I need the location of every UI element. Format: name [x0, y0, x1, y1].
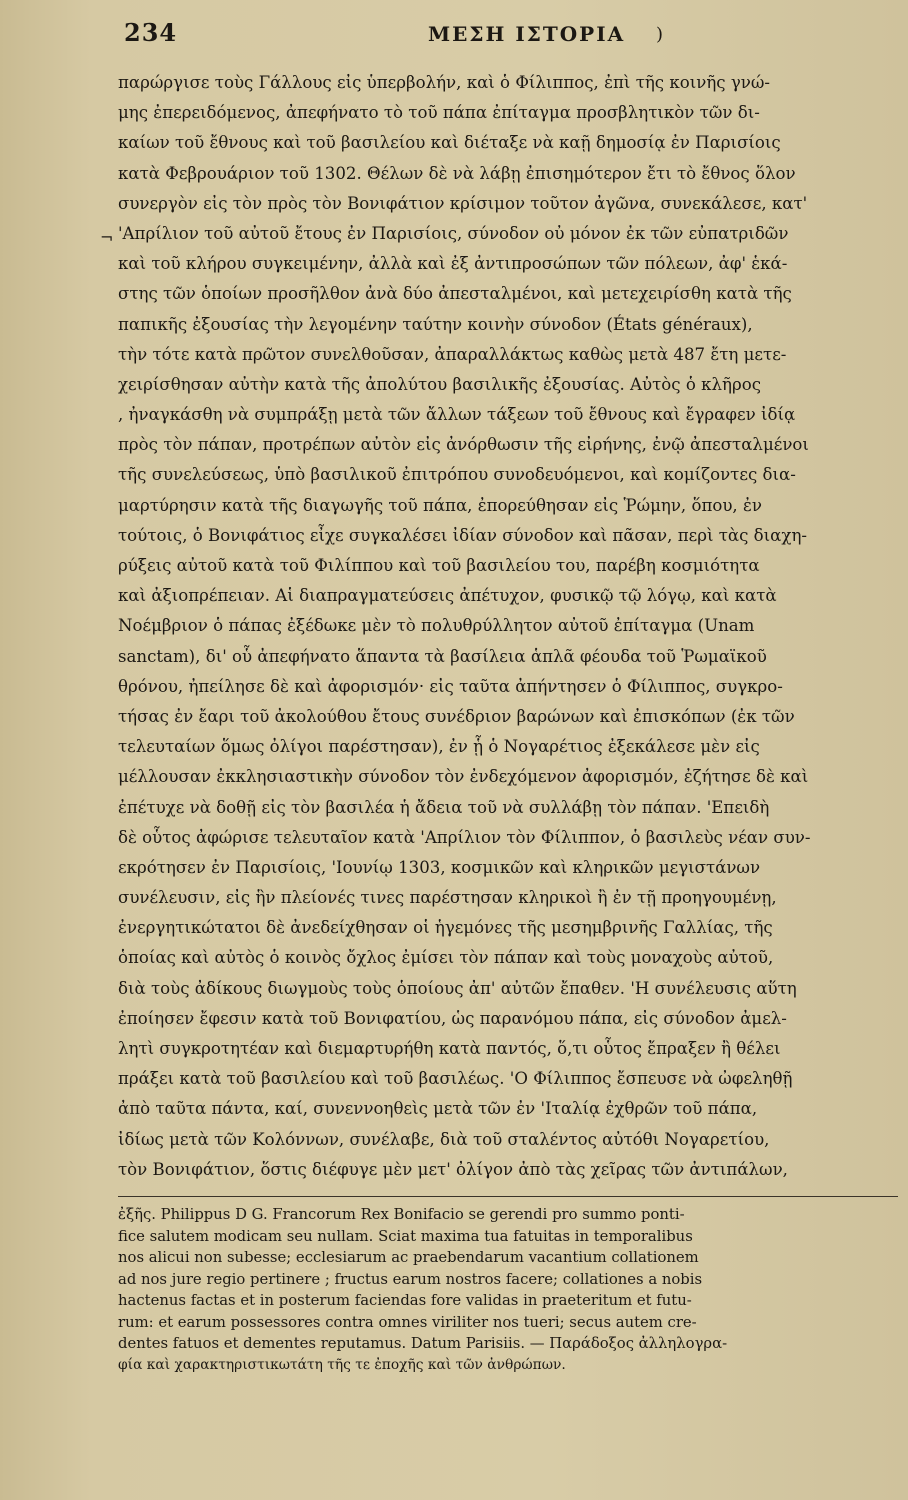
- text-line: ἀπὸ ταῦτα πάντα, καί, συνεννοηθεὶς μετὰ τῶν ἐν 'Ιταλίᾳ ἐχθρῶν τοῦ πάπα,: [118, 1099, 758, 1119]
- text-line: μης ἐπερειδόμενος, ἀπεφήνατο τὸ τοῦ πάπα ἐπίταγμα προσβλητικὸν τῶν δι-: [118, 103, 760, 123]
- text-line: ἐνεργητικώτατοι δὲ ἀνεδείχθησαν οἱ ἡγεμόνες τῆς μεσημβρινῆς Γαλλίας, τῆς: [118, 918, 773, 938]
- header-bracket: ): [656, 24, 664, 45]
- text-line: τὴν τότε κατὰ πρῶτον συνελθοῦσαν, ἀπαραλλάκτως καθὼς μετὰ 487 ἔτη μετε-: [118, 344, 787, 364]
- text-line: κατὰ Φεβρουάριον τοῦ 1302. Θέλων δὲ νὰ λάβῃ ἐπισημότερον ἔτι τὸ ἔθνος ὅλον: [118, 163, 796, 183]
- text-line: δὲ οὗτος ἀφώρισε τελευταῖον κατὰ 'Απρίλιον τὸν Φίλιππον, ὁ βασιλεὺς νέαν συν-: [118, 827, 811, 847]
- text-line: πράξει κατὰ τοῦ βασιλείου καὶ τοῦ βασιλέως. 'Ο Φίλιππος ἔσπευσε νὰ ὠφεληθῇ: [118, 1069, 793, 1089]
- text-line: τὸν Βονιφάτιον, ὅστις διέφυγε μὲν μετ' ὀλίγον ἀπὸ τὰς χεῖρας τῶν ἀντιπάλων,: [118, 1159, 788, 1179]
- text-line: ἐπέτυχε νὰ δοθῇ εἰς τὸν βασιλέα ἡ ἄδεια τοῦ νὰ συλλάβῃ τὸν πάπαν. 'Επειδὴ: [118, 797, 770, 817]
- text-line: τελευταίων ὅμως ὀλίγοι παρέστησαν), ἐν ᾗ ὁ Νογαρέτιος ἐξεκάλεσε μὲν εἰς: [118, 737, 760, 757]
- footnote-line: fice salutem modicam seu nullam. Sciat maxima tua fatuitas in temporalibus: [118, 1227, 693, 1245]
- text-line: διὰ τοὺς ἀδίκους διωγμοὺς τοὺς ὁποίους ἀπ' αὐτῶν ἔπαθεν. 'Η συνέλευσις αὕτη: [118, 978, 797, 998]
- footnote-line: ad nos jure regio pertinere ; fructus earum nostros facere; collationes a nobis: [118, 1270, 703, 1288]
- text-line: καίων τοῦ ἔθνους καὶ τοῦ βασιλείου καὶ διέταξε νὰ καῇ δημοσίᾳ ἐν Παρισίοις: [118, 133, 781, 153]
- main-text: [118, 68, 904, 1185]
- text-line: 'Απρίλιον τοῦ αὐτοῦ ἔτους ἐν Παρισίοις, σύνοδον οὐ μόνον ἐκ τῶν εὐπατριδῶν: [118, 223, 789, 243]
- text-line: χειρίσθησαν αὐτὴν κατὰ τῆς ἀπολύτου βασιλικῆς ἐξουσίας. Αὐτὸς ὁ κλῆρος: [118, 374, 761, 394]
- footnote-line: ἐξῆς. Philippus D G. Francorum Rex Bonifacio se gerendi pro summo ponti-: [118, 1206, 685, 1223]
- text-line: τούτοις, ὁ Βονιφάτιος εἶχε συγκαλέσει ἰδίαν σύνοδον καὶ πᾶσαν, περὶ τὰς διαχη-: [118, 525, 807, 545]
- text-line: συνεργὸν εἰς τὸν πρὸς τὸν Βονιφάτιον κρίσιμον τοῦτον ἀγῶνα, συνεκάλεσε, κατ': [118, 193, 808, 213]
- text-line: , ἠναγκάσθη νὰ συμπράξῃ μετὰ τῶν ἄλλων τάξεων τοῦ ἔθνους καὶ ἔγραφεν ἰδίᾳ: [118, 405, 796, 425]
- text-line: ὁποίας καὶ αὐτὸς ὁ κοινὸς ὄχλος ἐμίσει τὸν πάπαν καὶ τοὺς μοναχοὺς αὐτοῦ,: [118, 948, 774, 968]
- text-line: πρὸς τὸν πάπαν, προτρέπων αὐτὸν εἰς ἀνόρθωσιν τῆς εἰρήνης, ἐνῷ ἀπεσταλμένοι: [118, 435, 809, 455]
- footnote-line: nos alicui non subesse; ecclesiarum ac praebendarum vacantium collationem: [118, 1249, 699, 1266]
- text-line: ρύξεις αὐτοῦ κατὰ τοῦ Φιλίππου καὶ τοῦ βασιλείου του, παρέβη κοσμιότητα: [118, 556, 760, 575]
- text-line: τήσας ἐν ἔαρι τοῦ ἀκολούθου ἔτους συνέδριον βαρώνων καὶ ἐπισκόπων (ἐκ τῶν: [118, 706, 795, 726]
- text-line: στης τῶν ὁποίων προσῆλθον ἀνὰ δύο ἀπεσταλμένοι, καὶ μετεχειρίσθη κατὰ τῆς: [118, 284, 792, 304]
- text-line: τῆς συνελεύσεως, ὑπὸ βασιλικοῦ ἐπιτρόπου συνοδευόμενοι, καὶ κομίζοντες δια-: [118, 465, 796, 485]
- footnote: [118, 1204, 888, 1376]
- running-title: ΜΕΣΗ ΙΣΤΟΡΙΑ: [428, 22, 626, 46]
- footnote-line: dentes fatuos et dementes reputamus. Datum Parisiis. — Παράδοξος ἀλληλογρα-: [118, 1335, 728, 1352]
- text-line: ἐποίησεν ἔφεσιν κατὰ τοῦ Βονιφατίου, ὡς παρανόμου πάπα, εἰς σύνοδον ἀμελ-: [118, 1008, 787, 1028]
- footnote-line: rum: et earum possessores contra omnes viriliter nos tueri; secus autem cre-: [118, 1313, 697, 1331]
- text-line: Νοέμβριον ὁ πάπας ἐξέδωκε μὲν τὸ πολυθρύλλητον αὐτοῦ ἐπίταγμα (Unam: [118, 616, 755, 636]
- text-line: καὶ τοῦ κλήρου συγκειμένην, ἀλλὰ καὶ ἐξ ἀντιπροσώπων τῶν πόλεων, ἀφ' ἑκά-: [118, 254, 788, 274]
- text-line: παρώργισε τοὺς Γάλλους εἰς ὑπερβολήν, καὶ ὁ Φίλιππος, ἐπὶ τῆς κοινῆς γνώ-: [118, 73, 770, 92]
- text-line: μέλλουσαν ἐκκλησιαστικὴν σύνοδον τὸν ἐνδεχόμενον ἀφορισμόν, ἐζήτησε δὲ καὶ: [118, 767, 809, 787]
- text-line: εκρότησεν ἐν Παρισίοις, 'Ιουνίῳ 1303, κοσμικῶν καὶ κληρικῶν μεγιστάνων: [118, 857, 761, 877]
- text-line: συνέλευσιν, εἰς ἣν πλείονές τινες παρέστησαν κληρικοὶ ἢ ἐν τῇ προηγουμένῃ,: [118, 888, 777, 908]
- margin-mark: ¬: [100, 228, 114, 247]
- text-line: ἰδίως μετὰ τῶν Κολόννων, συνέλαβε, διὰ τοῦ σταλέντος αὐτόθι Νογαρετίου,: [118, 1129, 770, 1149]
- footnote-line: φία καὶ χαρακτηριστικωτάτη τῆς τε ἐποχῆς καὶ τῶν ἀνθρώπων.: [118, 1356, 566, 1373]
- text-line: καὶ ἀξιοπρέπειαν. Αἱ διαπραγματεύσεις ἀπέτυχον, φυσικῷ τῷ λόγῳ, καὶ κατὰ: [118, 586, 777, 606]
- text-line: θρόνου, ἠπείλησε δὲ καὶ ἀφορισμόν· εἰς ταῦτα ἀπήντησεν ὁ Φίλιππος, συγκρο-: [118, 676, 783, 696]
- page-number: 234: [124, 18, 178, 47]
- footnote-line: hactenus factas et in posterum faciendas fore validas in praeteritum et futu-: [118, 1292, 692, 1309]
- page-header: [0, 18, 908, 48]
- footnote-rule: [118, 1196, 898, 1197]
- text-line: παπικῆς ἐξουσίας τὴν λεγομένην ταύτην κοινὴν σύνοδον (États généraux),: [118, 314, 753, 334]
- text-line: sanctam), δι' οὗ ἀπεφήνατο ἅπαντα τὰ βασίλεια ἁπλᾶ φέουδα τοῦ Ῥωμαϊκοῦ: [118, 646, 767, 666]
- text-line: μαρτύρησιν κατὰ τῆς διαγωγῆς τοῦ πάπα, ἐπορεύθησαν εἰς Ῥώμην, ὅπου, ἐν: [118, 495, 762, 515]
- text-line: λητὶ συγκροτητέαν καὶ διεμαρτυρήθη κατὰ παντός, ὅ,τι οὗτος ἔπραξεν ἢ θέλει: [118, 1039, 781, 1058]
